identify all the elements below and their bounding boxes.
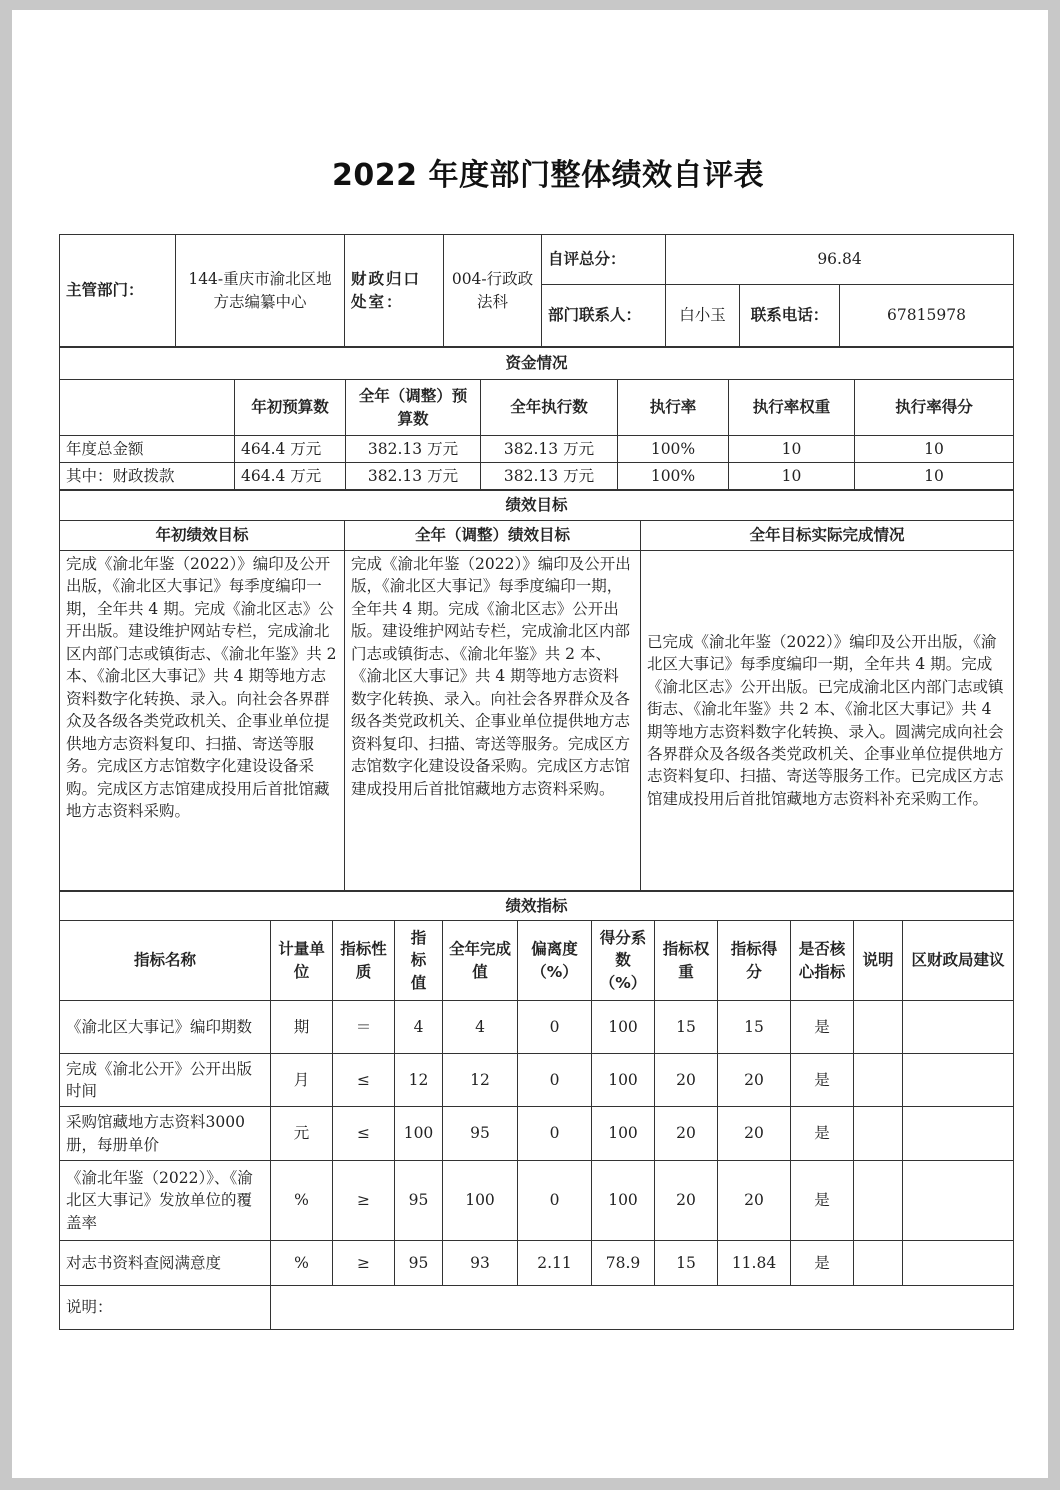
funds-header-cell: 执行率得分 [855, 380, 1014, 436]
funds-cell: 382.13 万元 [481, 463, 618, 490]
indicator-name: 完成《渝北公开》公开出版时间 [60, 1054, 271, 1107]
indicator-score: 20 [718, 1054, 791, 1107]
funds-table [59, 347, 1014, 490]
document-page [12, 10, 1048, 1478]
indicator-core: 是 [791, 1001, 854, 1054]
indicator-header-unit: 计量单位 [271, 921, 333, 1001]
indicator-nature: ≥ [333, 1241, 395, 1286]
funds-section-title: 资金情况 [60, 348, 1014, 380]
goals-actual-text: 已完成《渝北年鉴（2022）》编印及公开出版，《渝北区大事记》每季度编印一期，全年共 4 期。完成《渝北区志》公开出版。已完成渝北区内部门志或镇街志、《渝北年鉴》共 2 本、《渝北区大事记》共 4 期等地方志资料数字化转换、录入。圆满完成向社会各界群众及各级各类党政机关、企事业单位提供地方志资料复印、扫描、寄送等服务工作。已完成区方志馆建成投用后首批馆藏地方志资料补充采购工作。 [641, 551, 1014, 891]
funds-cell: 382.13 万元 [346, 436, 481, 463]
finance-label: 财政归口处室： [345, 235, 444, 347]
contact-label: 部门联系人： [542, 285, 666, 347]
header-table [59, 234, 1014, 347]
indicator-nature: ≤ [333, 1107, 395, 1161]
indicator-nature: ≤ [333, 1054, 395, 1107]
indicator-row [60, 1161, 1014, 1241]
goals-initial-text: 完成《渝北年鉴（2022）》编印及公开出版，《渝北区大事记》每季度编印一期，全年共 4 期。完成《渝北区志》公开出版。建设维护网站专栏，完成渝北区内部门志或镇街志、《渝北年鉴》共 2 本、《渝北区大事记》共 4 期等地方志资料数字化转换、录入。向社会各界群众及各级各类党政机关、企事业单位提供地方志资料复印、扫描、寄送等服务。完成区方志馆数字化建设设备采购。完成区方志馆建成投用后首批馆藏地方志资料采购。 [60, 551, 345, 891]
indicator-name: 《渝北年鉴（2022）》、《渝北区大事记》发放单位的覆盖率 [60, 1161, 271, 1241]
note-value [271, 1286, 1014, 1330]
indicator-coefficient: 78.9 [592, 1241, 655, 1286]
funds-row [60, 436, 1014, 463]
goals-adjusted-text: 完成《渝北年鉴（2022）》编印及公开出版，《渝北区大事记》每季度编印一期，全年共 4 期。完成《渝北区志》公开出版。建设维护网站专栏，完成渝北区内部门志或镇街志、《渝北年鉴》共 2 本、《渝北区大事记》共 4 期等地方志资料数字化转换、录入。向社会各界群众及各级各类党政机关、企事业单位提供地方志资料复印、扫描、寄送等服务。完成区方志馆数字化建设设备采购。完成区方志馆建成投用后首批馆藏地方志资料采购。 [345, 551, 641, 891]
funds-cell: 382.13 万元 [481, 436, 618, 463]
indicator-note [854, 1161, 903, 1241]
funds-row-label: 其中：财政拨款 [60, 463, 235, 490]
indicator-score: 11.84 [718, 1241, 791, 1286]
goals-header-adjusted: 全年（调整）绩效目标 [345, 521, 641, 551]
indicator-deviation: 0 [518, 1161, 592, 1241]
indicator-actual: 95 [443, 1107, 518, 1161]
indicator-coefficient: 100 [592, 1054, 655, 1107]
funds-cell: 100% [618, 436, 729, 463]
indicator-header-actual: 全年完成值 [443, 921, 518, 1001]
dept-label: 主管部门： [60, 235, 176, 347]
indicator-target: 95 [395, 1241, 443, 1286]
indicator-header-coefficient: 得分系数（%） [592, 921, 655, 1001]
indicator-advice [903, 1001, 1014, 1054]
funds-cell: 100% [618, 463, 729, 490]
indicator-row [60, 1054, 1014, 1107]
indicator-target: 100 [395, 1107, 443, 1161]
funds-header-cell: 执行率权重 [729, 380, 855, 436]
indicator-target: 12 [395, 1054, 443, 1107]
indicator-score: 15 [718, 1001, 791, 1054]
finance-value: 004-行政政法科 [444, 235, 542, 347]
indicator-nature: ＝ [333, 1001, 395, 1054]
dept-value: 144-重庆市渝北区地方志编纂中心 [176, 235, 345, 347]
indicator-note [854, 1107, 903, 1161]
indicator-coefficient: 100 [592, 1161, 655, 1241]
indicator-coefficient: 100 [592, 1107, 655, 1161]
indicator-advice [903, 1241, 1014, 1286]
funds-row [60, 463, 1014, 490]
funds-header-cell: 全年（调整）预算数 [346, 380, 481, 436]
phone-label: 联系电话： [740, 285, 840, 347]
indicator-unit: 元 [271, 1107, 333, 1161]
score-value: 96.84 [666, 235, 1014, 285]
indicator-deviation: 2.11 [518, 1241, 592, 1286]
indicator-note [854, 1054, 903, 1107]
indicator-unit: % [271, 1241, 333, 1286]
indicator-core: 是 [791, 1107, 854, 1161]
indicator-header-nature: 指标性质 [333, 921, 395, 1001]
indicator-weight: 20 [655, 1107, 718, 1161]
phone-value: 67815978 [840, 285, 1014, 347]
indicator-header-core: 是否核心指标 [791, 921, 854, 1001]
indicator-target: 4 [395, 1001, 443, 1054]
indicator-row [60, 1241, 1014, 1286]
funds-cell: 382.13 万元 [346, 463, 481, 490]
indicators-table [59, 891, 1014, 1330]
indicator-nature: ≥ [333, 1161, 395, 1241]
indicator-core: 是 [791, 1241, 854, 1286]
page-title: 2022 年度部门整体绩效自评表 [332, 158, 764, 193]
indicator-header-name: 指标名称 [60, 921, 271, 1001]
indicator-name: 《渝北区大事记》编印期数 [60, 1001, 271, 1054]
indicator-header-deviation: 偏离度（%） [518, 921, 592, 1001]
funds-header-cell: 全年执行数 [481, 380, 618, 436]
indicator-row [60, 1001, 1014, 1054]
indicator-advice [903, 1107, 1014, 1161]
goals-header-initial: 年初绩效目标 [60, 521, 345, 551]
funds-cell: 10 [855, 436, 1014, 463]
indicator-row [60, 1107, 1014, 1161]
funds-header-cell: 执行率 [618, 380, 729, 436]
indicator-advice [903, 1161, 1014, 1241]
funds-header-blank [60, 380, 235, 436]
indicator-note [854, 1001, 903, 1054]
indicator-header-score: 指标得分 [718, 921, 791, 1001]
indicator-advice [903, 1054, 1014, 1107]
indicator-header-target: 指标值 [395, 921, 443, 1001]
indicator-score: 20 [718, 1107, 791, 1161]
indicator-unit: % [271, 1161, 333, 1241]
score-label: 自评总分： [542, 235, 666, 285]
indicator-actual: 4 [443, 1001, 518, 1054]
indicator-note [854, 1241, 903, 1286]
indicator-weight: 20 [655, 1054, 718, 1107]
indicator-header-advice: 区财政局建议 [903, 921, 1014, 1001]
indicator-header-note: 说明 [854, 921, 903, 1001]
funds-cell: 10 [729, 436, 855, 463]
indicator-actual: 93 [443, 1241, 518, 1286]
indicator-core: 是 [791, 1054, 854, 1107]
indicator-weight: 15 [655, 1241, 718, 1286]
goals-table [59, 490, 1014, 891]
evaluation-form [59, 234, 1013, 1324]
indicator-weight: 20 [655, 1161, 718, 1241]
indicator-header-weight: 指标权重 [655, 921, 718, 1001]
indicator-actual: 100 [443, 1161, 518, 1241]
indicator-actual: 12 [443, 1054, 518, 1107]
funds-cell: 464.4 万元 [235, 463, 346, 490]
funds-cell: 464.4 万元 [235, 436, 346, 463]
funds-cell: 10 [855, 463, 1014, 490]
indicator-deviation: 0 [518, 1107, 592, 1161]
indicator-unit: 月 [271, 1054, 333, 1107]
funds-header-cell: 年初预算数 [235, 380, 346, 436]
indicator-deviation: 0 [518, 1001, 592, 1054]
indicator-name: 采购馆藏地方志资料3000 册，每册单价 [60, 1107, 271, 1161]
note-label: 说明： [60, 1286, 271, 1330]
indicator-score: 20 [718, 1161, 791, 1241]
indicator-deviation: 0 [518, 1054, 592, 1107]
funds-row-label: 年度总金额 [60, 436, 235, 463]
indicator-target: 95 [395, 1161, 443, 1241]
indicators-section-title: 绩效指标 [60, 892, 1014, 921]
contact-value: 白小玉 [666, 285, 740, 347]
goals-section-title: 绩效目标 [60, 491, 1014, 521]
indicator-note-row [60, 1286, 1014, 1330]
indicator-core: 是 [791, 1161, 854, 1241]
goals-header-actual: 全年目标实际完成情况 [641, 521, 1014, 551]
funds-cell: 10 [729, 463, 855, 490]
indicator-name: 对志书资料查阅满意度 [60, 1241, 271, 1286]
indicator-unit: 期 [271, 1001, 333, 1054]
indicator-coefficient: 100 [592, 1001, 655, 1054]
indicator-weight: 15 [655, 1001, 718, 1054]
